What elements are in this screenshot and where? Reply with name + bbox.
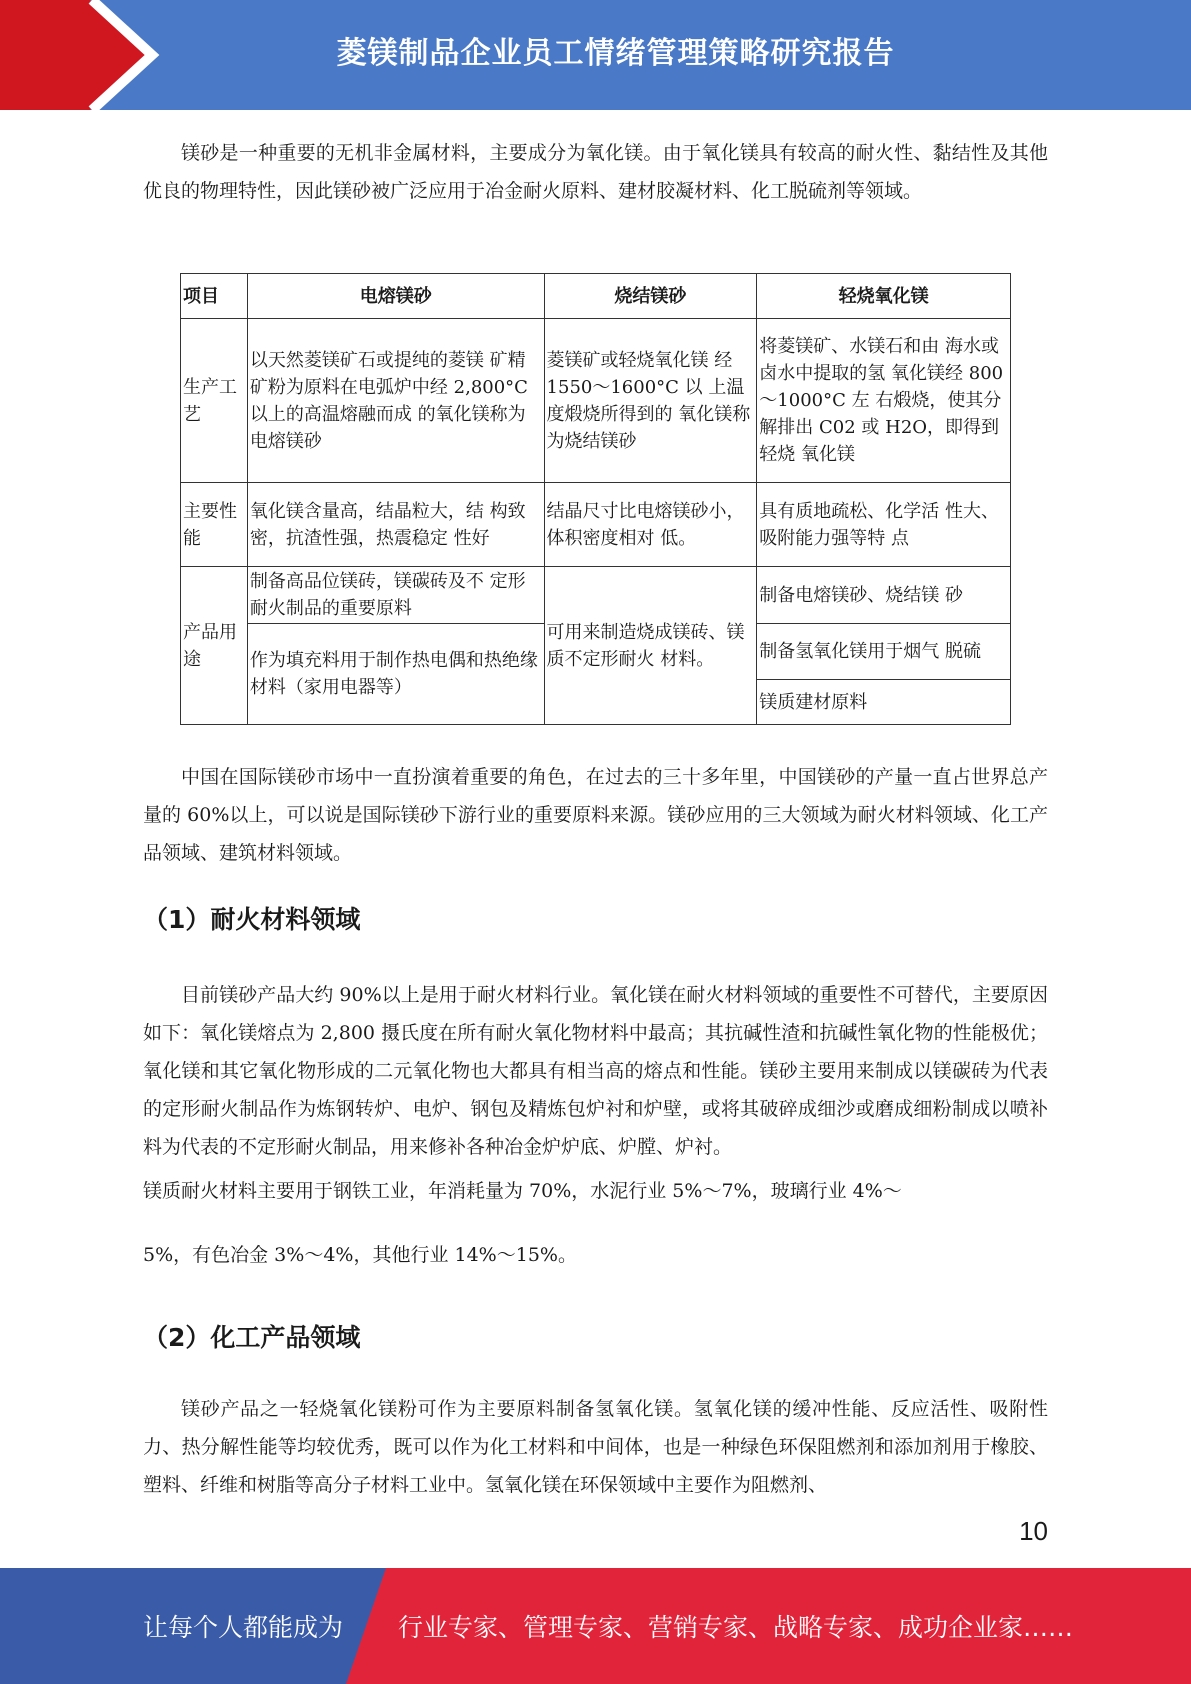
cell-usage-sintered: 可用来制造烧成镁砖、镁质不定形耐火 材料。 (544, 567, 757, 725)
row-label-performance: 主要性能 (181, 483, 248, 567)
section-1-line-b: 5%，有色冶金 3%～4%，其他行业 14%～15%。 (143, 1244, 577, 1266)
cell-usage-fused-2: 作为填充料用于制作热电偶和热绝缘材料（家用电器等） (247, 624, 544, 725)
section-1-heading: （1）耐火材料领域 (143, 905, 361, 934)
cell-process-sintered: 菱镁矿或轻烧氧化镁 经 1550～1600°C 以 上温度煅烧所得到的 氧化镁称为烧结镁砂 (544, 319, 757, 483)
intro-paragraph: 镁砂是一种重要的无机非金属材料，主要成分为氧化镁。由于氧化镁具有较高的耐火性、黏结性及其他优良的物理特性，因此镁砂被广泛应用于冶金耐火原料、建材胶凝材料、化工脱硫剂等领域。 (143, 142, 1048, 202)
table-row-performance (181, 483, 1011, 567)
footer-slogan-left: 让每个人都能成为 (143, 1613, 344, 1642)
cell-process-fused: 以天然菱镁矿石或提纯的菱镁 矿精矿粉为原料在电弧炉中经 2,800°C 以上的高温熔融而成 的氧化镁称为电熔镁砂 (247, 319, 544, 483)
section-1-body: 目前镁砂产品大约 90%以上是用于耐火材料行业。氧化镁在耐火材料领域的重要性不可替代，主要原因如下：氧化镁熔点为 2,800 摄氏度在所有耐火氧化物材料中最高；其抗碱性渣和抗碱性氧化物的性能极优；氧化镁和其它氧化物形成的二元氧化物也大都具有相当高的熔点和性能。镁砂主要用来制成以镁碳砖为代表的定形耐火制品作为炼钢转炉、电炉、钢包及精炼包炉衬和炉壁，或将其破碎成细沙或磨成细粉制成以喷补料为代表的不定形耐火制品，用来修补各种冶金炉炉底、炉膛、炉衬。 (143, 984, 1048, 1158)
page-number: 10 (1019, 1516, 1048, 1546)
section-1-line-a: 镁质耐火材料主要用于钢铁工业，年消耗量为 70%，水泥行业 5%～7%，玻璃行业 4%～ (143, 1180, 902, 1202)
footer-slogan-right: 行业专家、管理专家、营销专家、战略专家、成功企业家…… (398, 1613, 1074, 1642)
cell-performance-fused: 氧化镁含量高，结晶粒大，结 构致密，抗渣性强，热震稳定 性好 (247, 483, 544, 567)
china-paragraph: 中国在国际镁砂市场中一直扮演着重要的角色，在过去的三十多年里，中国镁砂的产量一直占世界总产量的 60%以上，可以说是国际镁砂下游行业的重要原料来源。镁砂应用的三大领域为耐火材料领域、化工产品领域、建筑材料领域。 (143, 766, 1048, 864)
page-footer (0, 1568, 1191, 1684)
cell-performance-sintered: 结晶尺寸比电熔镁砂小，体积密度相对 低。 (544, 483, 757, 567)
table-row-process (181, 319, 1011, 483)
cell-usage-light-1: 制备电熔镁砂、烧结镁 砂 (757, 567, 1011, 624)
cell-usage-light-3: 镁质建材原料 (757, 680, 1011, 725)
table-header-fused: 电熔镁砂 (247, 274, 544, 319)
cell-performance-light: 具有质地疏松、化学活 性大、吸附能力强等特 点 (757, 483, 1011, 567)
cell-usage-fused-1: 制备高品位镁砖，镁碳砖及不 定形耐火制品的重要原料 (247, 567, 544, 624)
row-label-usage: 产品用途 (181, 567, 248, 725)
cell-process-light: 将菱镁矿、水镁石和由 海水或卤水中提取的氢 氧化镁经 800～1000°C 左 右煅烧，使其分解排出 C02 或 H2O，即得到轻烧 氧化镁 (757, 319, 1011, 483)
row-label-process: 生产工艺 (181, 319, 248, 483)
table-header-row (181, 274, 1011, 319)
section-2-heading: （2）化工产品领域 (143, 1323, 361, 1352)
table-header-sintered: 烧结镁砂 (544, 274, 757, 319)
magnesia-comparison-table (180, 273, 1011, 725)
section-2-body: 镁砂产品之一轻烧氧化镁粉可作为主要原料制备氢氧化镁。氢氧化镁的缓冲性能、反应活性、吸附性力、热分解性能等均较优秀，既可以作为化工材料和中间体，也是一种绿色环保阻燃剂和添加剂用于橡胶、塑料、纤维和树脂等高分子材料工业中。氢氧化镁在环保领域中主要作为阻燃剂、 (143, 1398, 1048, 1496)
header-title: 菱镁制品企业员工情绪管理策略研究报告 (336, 36, 895, 71)
table-row-usage (181, 567, 1011, 624)
cell-usage-light-2: 制备氢氧化镁用于烟气 脱硫 (757, 624, 1011, 680)
page-header (0, 0, 1191, 110)
table-header-item: 项目 (181, 274, 248, 319)
table-header-light: 轻烧氧化镁 (757, 274, 1011, 319)
